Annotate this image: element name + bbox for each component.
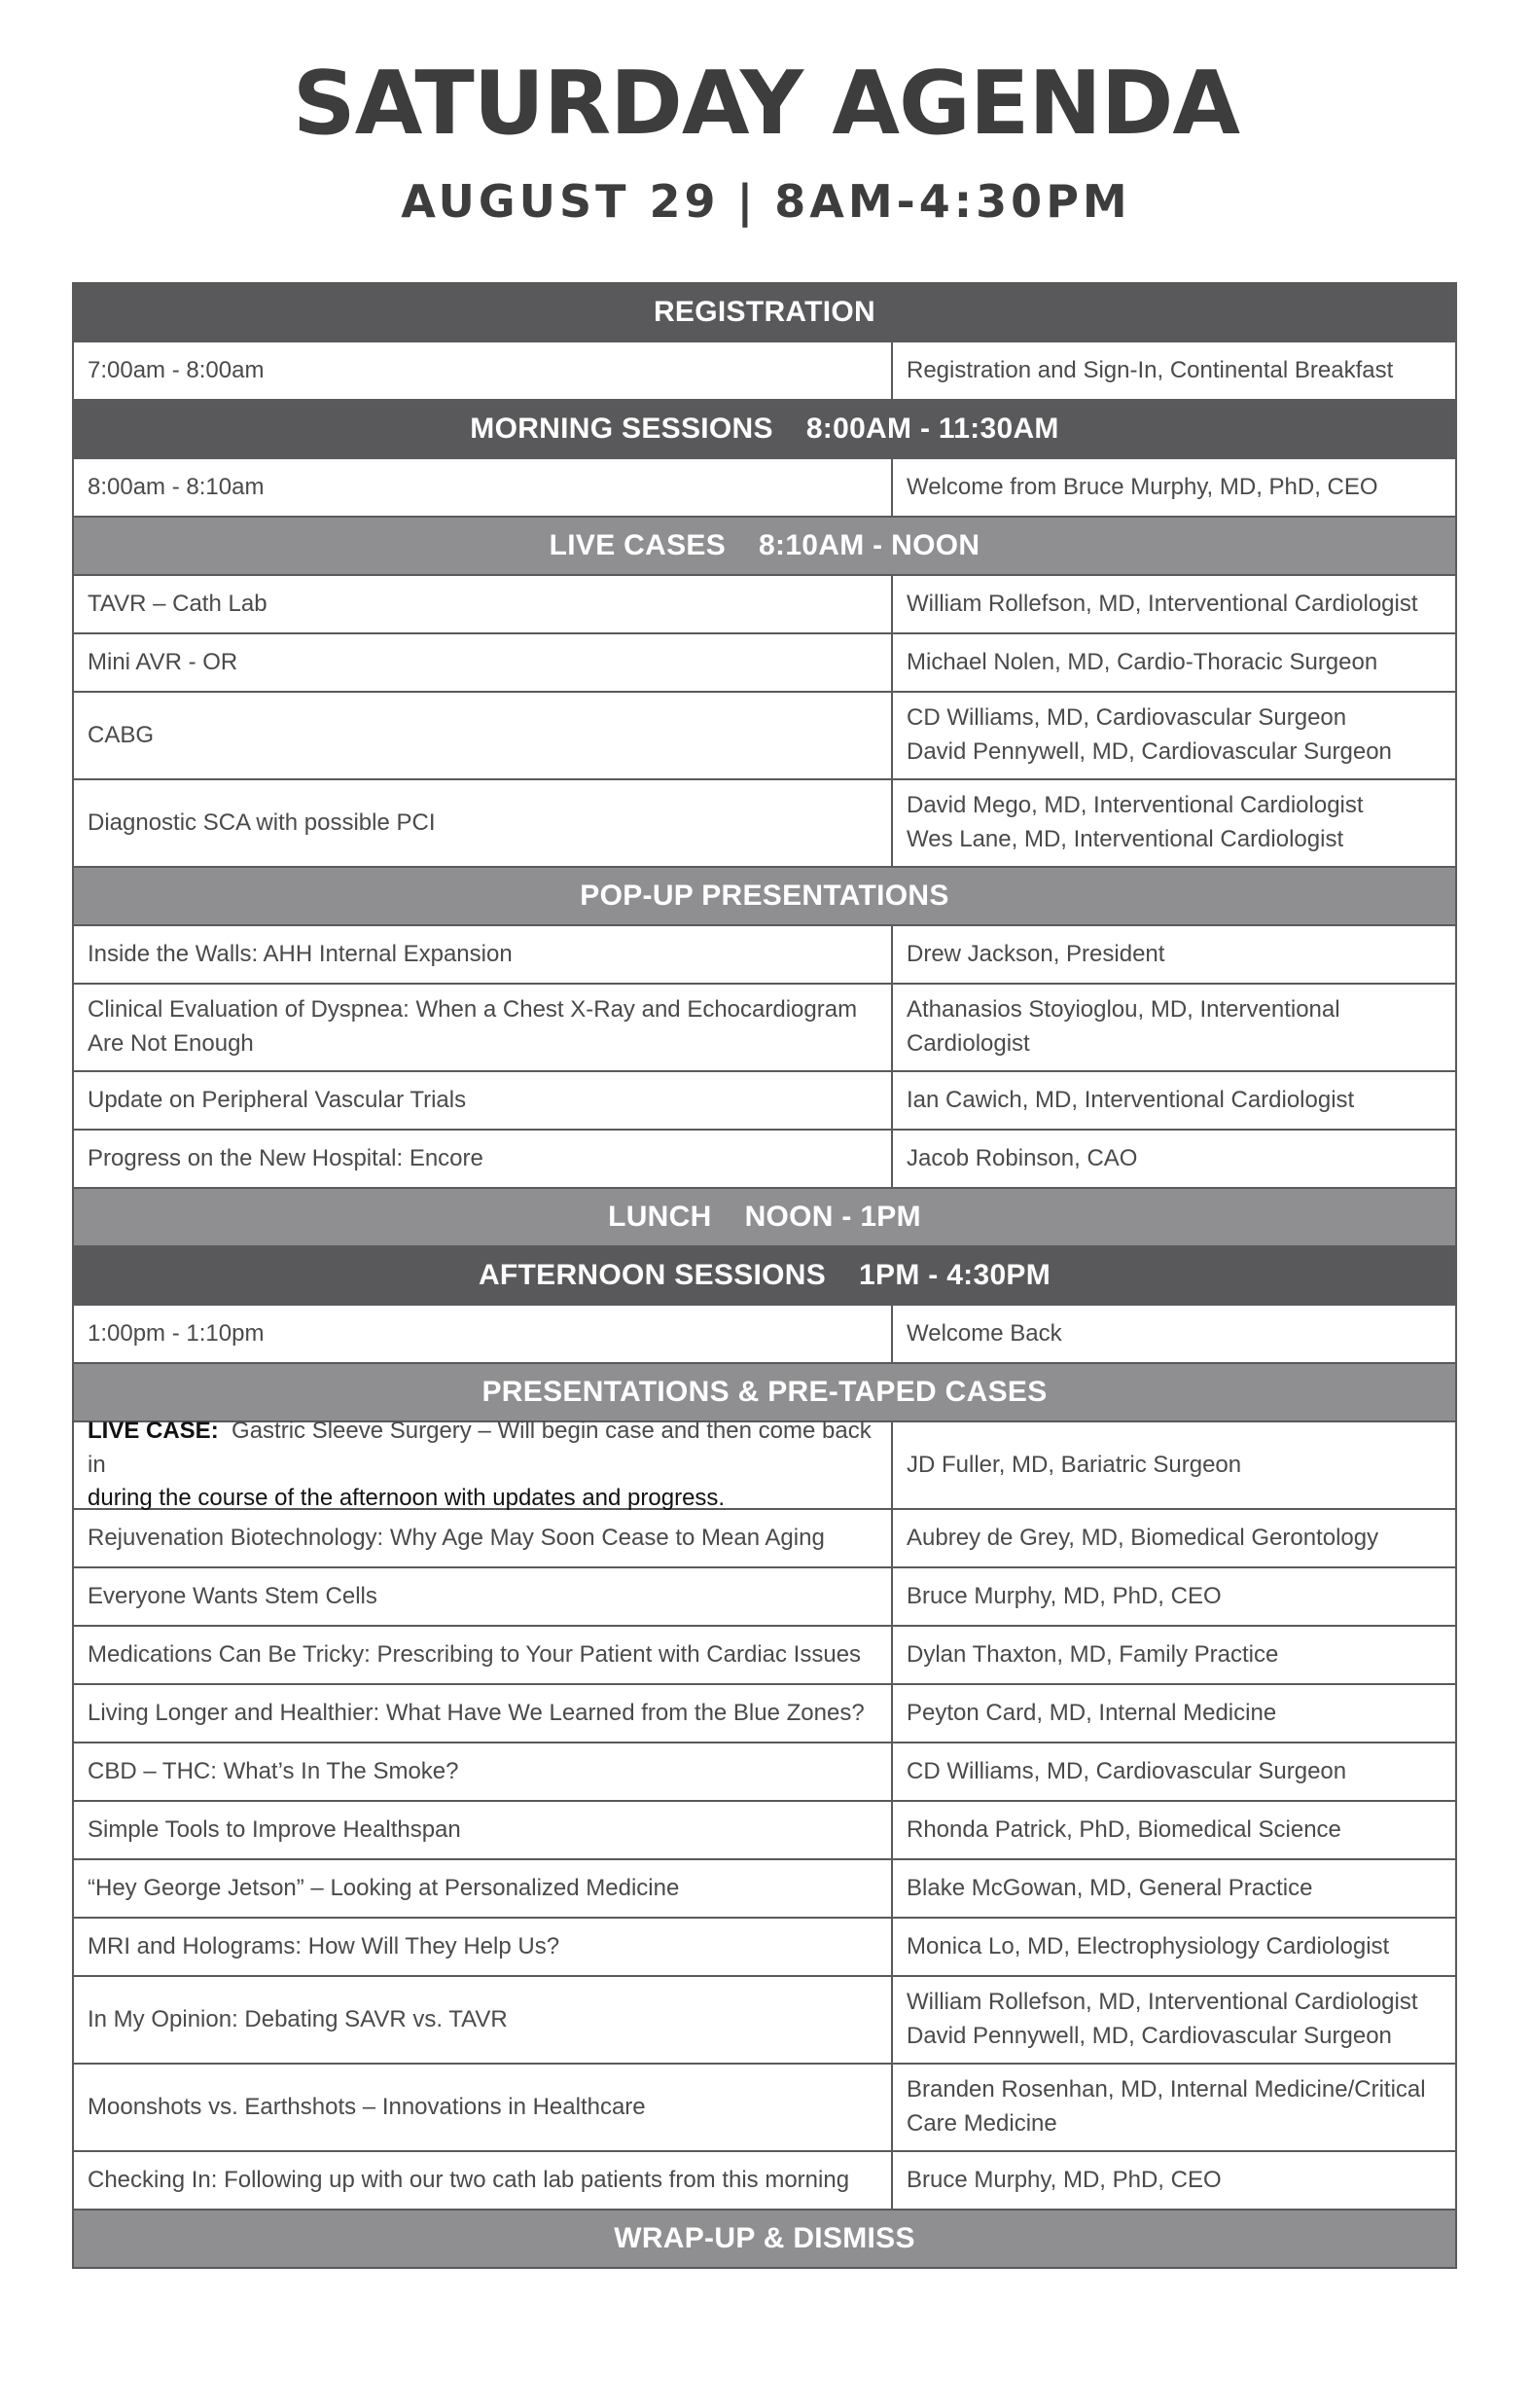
table-row — [74, 1510, 1455, 1568]
section-title: POP-UP PRESENTATIONS — [580, 880, 949, 912]
row-time: 1:00pm - 1:10pm — [88, 1319, 265, 1347]
section-header-wrapup — [74, 2210, 1455, 2267]
table-row — [74, 1131, 1455, 1189]
row-speaker: David Pennywell, MD, Cardiovascular Surgeon — [907, 2023, 1392, 2049]
table-row — [74, 926, 1455, 985]
row-topic: Clinical Evaluation of Dyspnea: When a Chest X-Ray and Echocardiogram Are Not Enough — [88, 996, 858, 1057]
table-row — [74, 342, 1455, 401]
table-row — [74, 1802, 1455, 1860]
table-row — [74, 459, 1455, 518]
table-row — [74, 1977, 1455, 2065]
row-topic: Moonshots vs. Earthshots – Innovations in Healthcare — [88, 2093, 646, 2120]
row-topic: Living Longer and Healthier: What Have We Learned from the Blue Zones? — [88, 1699, 865, 1726]
table-row — [74, 1919, 1455, 1977]
section-title: REGISTRATION — [653, 296, 876, 328]
table-row — [74, 1306, 1455, 1364]
row-topic: CABG — [88, 721, 155, 748]
row-topic: In My Opinion: Debating SAVR vs. TAVR — [88, 2005, 508, 2032]
section-header-live-cases — [74, 518, 1455, 576]
row-speaker: CD Williams, MD, Cardiovascular Surgeon — [907, 1757, 1347, 1784]
table-row — [74, 1627, 1455, 1685]
section-title: PRESENTATIONS & PRE-TAPED CASES — [481, 1376, 1048, 1408]
section-title: MORNING SESSIONS — [470, 413, 773, 445]
table-row — [74, 576, 1455, 634]
table-row — [74, 1568, 1455, 1627]
row-topic: Medications Can Be Tricky: Prescribing to Your Patient with Cardiac Issues — [88, 1640, 862, 1668]
section-time: NOON - 1PM — [744, 1201, 921, 1233]
row-speaker: Peyton Card, MD, Internal Medicine — [907, 1699, 1277, 1726]
row-speaker: Care Medicine — [907, 2110, 1057, 2137]
row-speaker: Aubrey de Grey, MD, Biomedical Gerontology — [907, 1524, 1379, 1551]
row-topic: Mini AVR - OR — [88, 648, 238, 675]
table-row — [74, 2152, 1455, 2210]
row-topic: “Hey George Jetson” – Looking at Personalized Medicine — [88, 1874, 680, 1901]
row-speaker: Bruce Murphy, MD, PhD, CEO — [907, 2166, 1222, 2193]
row-speaker: Michael Nolen, MD, Cardio-Thoracic Surgeon — [907, 648, 1378, 675]
row-speaker: David Pennywell, MD, Cardiovascular Surgeon — [907, 738, 1392, 765]
row-speaker: Blake McGowan, MD, General Practice — [907, 1874, 1313, 1901]
row-speaker: Jacob Robinson, CAO — [907, 1144, 1138, 1171]
section-header-popup — [74, 868, 1455, 926]
subtitle-separator: | — [736, 175, 758, 228]
agenda-title: SATURDAY AGENDA — [292, 53, 1240, 155]
row-speaker: William Rollefson, MD, Interventional Cardiologist — [907, 590, 1418, 617]
section-title: AFTERNOON SESSIONS — [478, 1259, 827, 1291]
row-description: Registration and Sign-In, Continental Breakfast — [907, 356, 1394, 383]
live-case-topic: Gastric Sleeve Surgery – Will begin case and then come back in — [88, 1417, 872, 1478]
live-case-label: LIVE CASE: — [88, 1417, 219, 1444]
table-row — [74, 1743, 1455, 1802]
table-row — [74, 1860, 1455, 1919]
table-row — [74, 985, 1455, 1072]
row-speaker: William Rollefson, MD, Interventional Cardiologist — [907, 1989, 1418, 2016]
row-speaker: Athanasios Stoyioglou, MD, Interventional Cardiologist — [907, 996, 1340, 1057]
row-topic: Rejuvenation Biotechnology: Why Age May Soon Cease to Mean Aging — [88, 1524, 825, 1551]
section-header-registration — [74, 284, 1455, 342]
section-title: WRAP-UP & DISMISS — [614, 2222, 915, 2254]
row-topic: Progress on the New Hospital: Encore — [88, 1144, 483, 1171]
row-speaker: Monica Lo, MD, Electrophysiology Cardiologist — [907, 1932, 1390, 1959]
row-speaker: Bruce Murphy, MD, PhD, CEO — [907, 1582, 1222, 1609]
row-topic: Update on Peripheral Vascular Trials — [88, 1086, 467, 1113]
row-topic: Diagnostic SCA with possible PCI — [88, 809, 436, 836]
row-description: Welcome from Bruce Murphy, MD, PhD, CEO — [907, 473, 1378, 500]
live-case-continuation: during the course of the afternoon with updates and progress. — [88, 1485, 726, 1512]
row-time: 7:00am - 8:00am — [88, 356, 265, 383]
row-topic: MRI and Holograms: How Will They Help Us? — [88, 1932, 560, 1959]
table-row — [74, 2065, 1455, 2152]
row-speaker: Branden Rosenhan, MD, Internal Medicine/Critical — [907, 2076, 1426, 2103]
row-speaker: Wes Lane, MD, Interventional Cardiologist — [907, 826, 1344, 852]
row-topic: CBD – THC: What’s In The Smoke? — [88, 1757, 459, 1784]
section-title: LIVE CASES — [549, 529, 727, 561]
table-row — [74, 1685, 1455, 1743]
section-time: 8:00AM - 11:30AM — [805, 413, 1059, 445]
section-time: 1PM - 4:30PM — [859, 1259, 1051, 1291]
table-row — [74, 1072, 1455, 1131]
row-topic: TAVR – Cath Lab — [88, 590, 267, 617]
row-speaker: Drew Jackson, President — [907, 940, 1165, 967]
section-header-morning — [74, 401, 1455, 459]
row-speaker: Dylan Thaxton, MD, Family Practice — [907, 1640, 1279, 1668]
row-speaker: CD Williams, MD, Cardiovascular Surgeon — [907, 704, 1347, 732]
row-topic: Inside the Walls: AHH Internal Expansion — [88, 940, 513, 967]
table-row — [74, 634, 1455, 693]
table-row-live-case — [74, 1417, 1455, 1512]
section-header-lunch — [74, 1189, 1455, 1247]
row-time: 8:00am - 8:10am — [88, 473, 265, 500]
row-topic: Everyone Wants Stem Cells — [88, 1582, 377, 1609]
row-topic: Simple Tools to Improve Healthspan — [88, 1815, 461, 1843]
row-speaker: David Mego, MD, Interventional Cardiologist — [907, 792, 1364, 819]
table-row — [74, 780, 1455, 868]
table-row — [74, 693, 1455, 780]
section-title: LUNCH — [608, 1201, 712, 1233]
row-description: Welcome Back — [907, 1319, 1062, 1347]
agenda-date: AUGUST 29 — [401, 175, 720, 228]
agenda-time: 8AM-4:30PM — [774, 175, 1131, 228]
row-topic: Checking In: Following up with our two cath lab patients from this morning — [88, 2166, 850, 2193]
section-header-afternoon — [74, 1247, 1455, 1306]
section-time: 8:10AM - NOON — [759, 529, 980, 561]
row-speaker: Ian Cawich, MD, Interventional Cardiologist — [907, 1086, 1355, 1113]
row-speaker: Rhonda Patrick, PhD, Biomedical Science — [907, 1815, 1341, 1843]
agenda-table — [72, 282, 1457, 2269]
agenda-subtitle — [0, 175, 1532, 228]
row-speaker: JD Fuller, MD, Bariatric Surgeon — [907, 1451, 1242, 1478]
